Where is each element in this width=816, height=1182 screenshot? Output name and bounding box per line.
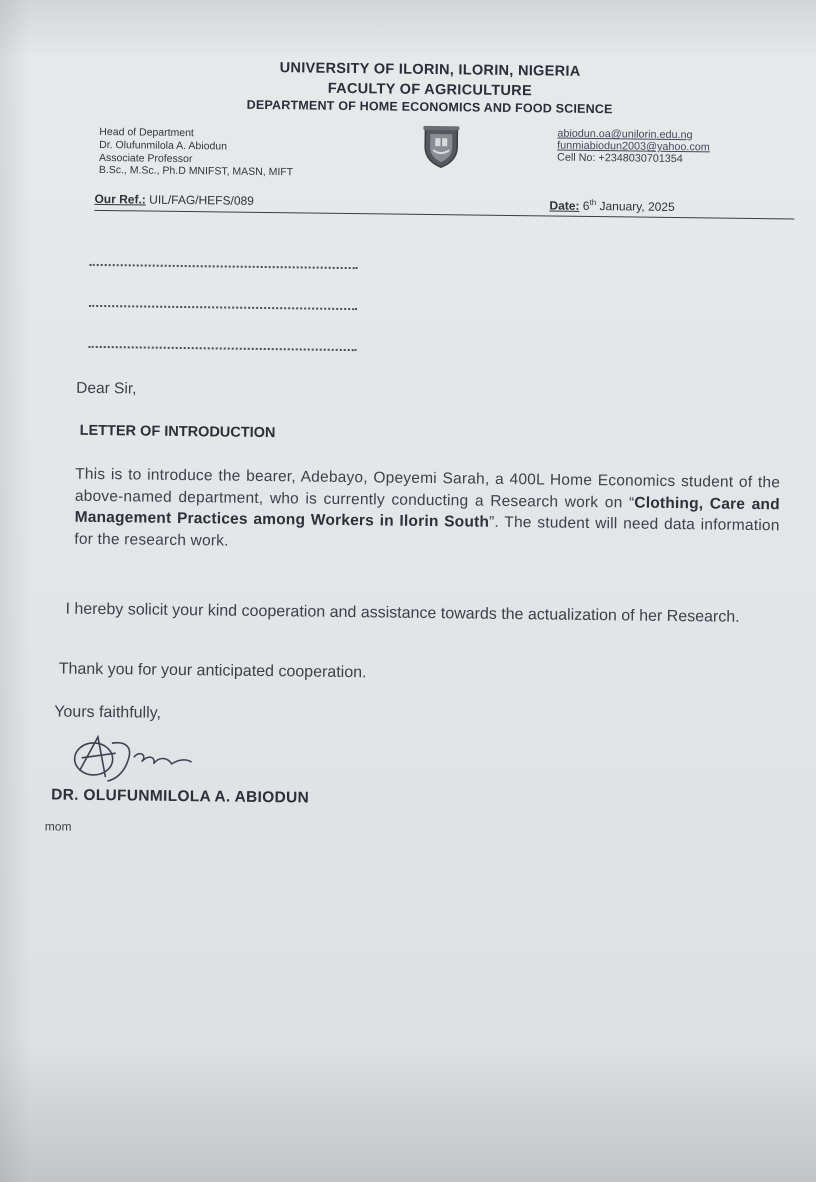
hod-block <box>99 126 294 180</box>
typist-initials: mom <box>44 819 72 834</box>
paragraph-introduction-end: ”. The student will need data information for the research work. <box>74 513 780 550</box>
reference-value: UIL/FAG/HEFS/089 <box>149 192 255 208</box>
reference <box>94 192 254 208</box>
department-name: DEPARTMENT OF HOME ECONOMICS AND FOOD SCIENCE <box>246 97 613 117</box>
hod-qualifications: B.Sc., M.Sc., Ph.D MNIFST, MASN, MIFT <box>98 164 294 179</box>
thanks-line: Thank you for your anticipated cooperation. <box>58 660 367 682</box>
address-line-3 <box>89 346 357 351</box>
university-name: UNIVERSITY OF ILORIN, ILORIN, NIGERIA <box>279 60 581 80</box>
paragraph-request: I hereby solicit your kind cooperation and assistance towards the actualization of her Research. <box>65 600 740 626</box>
signature-mark <box>67 731 218 788</box>
research-title: Clothing, Care and Management Practices among Workers in Ilorin South <box>74 494 780 531</box>
address-line-2 <box>89 305 357 310</box>
hod-name: Dr. Olufunmilola A. Abiodun <box>99 138 228 153</box>
salutation: Dear Sir, <box>76 379 137 398</box>
signatory-name: DR. OLUFUNMILOLA A. ABIODUN <box>51 786 310 807</box>
date-suffix: th <box>589 197 597 208</box>
hod-role: Head of Department <box>99 125 194 140</box>
hod-rank: Associate Professor <box>98 151 193 165</box>
address-line-1 <box>90 264 358 269</box>
contact-block <box>557 128 710 166</box>
paragraph-introduction <box>74 464 780 559</box>
university-crest-icon <box>421 125 462 169</box>
date-day: 6 <box>582 198 590 213</box>
reference-row <box>94 192 794 220</box>
email-link-unilorin[interactable]: abiodun.oa@unilorin.edu.ng <box>557 127 693 142</box>
letter-subject: LETTER OF INTRODUCTION <box>79 422 276 442</box>
paragraph-introduction-start: This is to introduce the bearer, Adebayo, Opeyemi Sarah, a 400L Home Economics student of the above-named department, who is currently conducting a Research work on “ <box>74 465 781 512</box>
date-label: Date: <box>549 198 580 213</box>
closing-line: Yours faithfully, <box>54 703 162 722</box>
letter-date <box>549 197 674 214</box>
faculty-name: FACULTY OF AGRICULTURE <box>327 80 533 100</box>
email-link-yahoo[interactable]: funmiabiodun2003@yahoo.com <box>557 139 710 154</box>
date-rest: January, 2025 <box>599 199 675 214</box>
phone-number: Cell No: +2348030701354 <box>556 151 683 166</box>
reference-label: Our Ref.: <box>94 191 146 207</box>
